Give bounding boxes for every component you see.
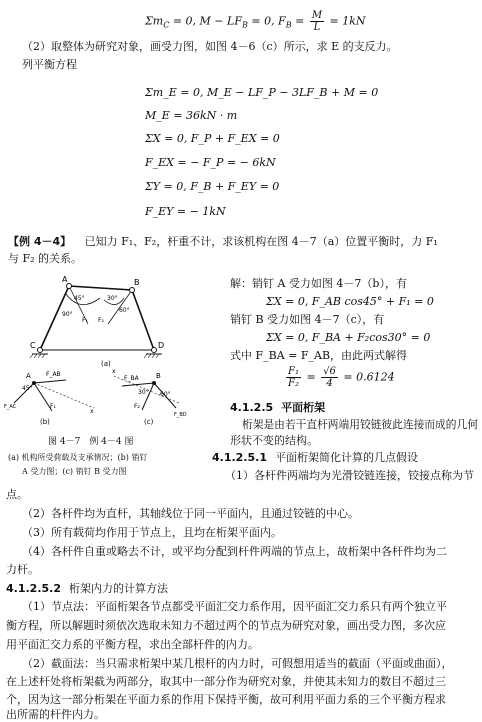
figure-a-label: (a) bbox=[101, 360, 111, 368]
section-4125-text-1: 桁架是由若干直杆两端用铰链彼此连接而成的几何 bbox=[242, 418, 478, 431]
method-2-line: （2）截面法：当只需求桁架中某几根杆的内力时，可假想用适当的截面（平面或曲面）， bbox=[22, 657, 453, 670]
solution-line-5: 式中 F_BA = F_AB，由此两式解得 bbox=[230, 349, 408, 362]
figure-a-mechanism bbox=[30, 275, 164, 368]
solution-eq-1: ΣX = 0, F_AB cos45° + F₁ = 0 bbox=[266, 295, 434, 308]
section-4125-text-2: 形状不变的结构。 bbox=[230, 434, 318, 447]
fraction-m-over-l: $\frac{M}{L}$ bbox=[311, 10, 323, 33]
solution-line-1: 解：销钉 A 受力如图 4－7（b），有 bbox=[230, 277, 407, 290]
point-b-label: B bbox=[134, 278, 140, 287]
angle-60-label: 60° bbox=[119, 307, 130, 314]
method-2-line: 出所需的杆件内力。 bbox=[6, 708, 105, 721]
equation-line: ΣY = 0, F_B + F_EY = 0 bbox=[145, 180, 280, 193]
method-2-line: 在上述杆处将桁架截为两部分，取其中一部分作为研究对象，并使其未知力的数目不超过三 bbox=[6, 675, 446, 688]
equation-line: ΣX = 0, F_P + F_EX = 0 bbox=[145, 132, 280, 145]
axis-x-c-label: x bbox=[112, 368, 116, 375]
figure-caption: 图 4－7 例 4－4 图 bbox=[48, 437, 134, 447]
example-line-1 bbox=[8, 235, 438, 249]
figure-c-pin-b bbox=[112, 368, 187, 426]
method-1-line: 衡方程，所以解题时须依次选取未知力不超过两个的节点为研究对象，画出受力图，多次应 bbox=[6, 619, 446, 632]
equation-line: M_E = 36kN · m bbox=[145, 109, 238, 122]
point-a-label: A bbox=[62, 275, 68, 284]
figure-c-label: (c) bbox=[144, 418, 154, 426]
force-fac-label: F_AC bbox=[4, 404, 17, 410]
point-c-label: C bbox=[30, 341, 36, 350]
figure-4-7 bbox=[4, 268, 219, 428]
angle-60-c-label: 60° bbox=[160, 391, 171, 398]
section-4125-heading: 4.1.2.5 平面桁架 bbox=[230, 401, 326, 414]
force-fbd-label: F_BD bbox=[174, 412, 187, 418]
fraction-sqrt6-4: $\frac{√6}{4}$ bbox=[323, 366, 336, 389]
section-41251-text-1: （1）各杆件两端均为光滑铰链连接，铰接点称为节 bbox=[225, 469, 474, 482]
assumption-item-2: （2）各杆件均为直杆，其轴线位于同一平面内，且通过铰链的中心。 bbox=[22, 507, 359, 520]
angle-45-b-label: 45° bbox=[22, 385, 33, 392]
figure-b-pin-a bbox=[4, 371, 94, 426]
angle-90-label: 90° bbox=[62, 311, 73, 318]
figure-subcaption-1: (a) 机构所受荷载及支承情况；(b) 销钉 bbox=[8, 453, 148, 462]
force-f2-label: F₂ bbox=[98, 317, 104, 324]
method-2-line: 个，因为这一部分桁架在平面力系的作用下保持平衡，故可利用平面力系的三个平衡方程求 bbox=[6, 693, 446, 706]
solution-line-3: 销钉 B 受力如图 4－7（c），有 bbox=[230, 313, 385, 326]
angle-30-c-label: 30° bbox=[138, 389, 149, 396]
force-fba-label: F_BA bbox=[124, 375, 139, 382]
angle-45-label: 45° bbox=[74, 295, 85, 302]
example-text: 已知力 F₁、F₂，杆重不计，求该机构在图 4－7（a）位置平衡时，力 F₁ bbox=[84, 235, 438, 248]
solution-eq-2: ΣX = 0, F_BA + F₂cos30° = 0 bbox=[266, 331, 431, 344]
paragraph-2: （2）取整体为研究对象，画受力图，如图 4－6（c）所示，求 E 的支反力。 bbox=[22, 40, 398, 53]
equation-line: F_EX = − F_P = − 6kN bbox=[145, 156, 276, 169]
assumption-item-4-cont: 力杆。 bbox=[6, 563, 39, 576]
list-equations-title: 列平衡方程 bbox=[22, 58, 77, 71]
point-d-label: D bbox=[158, 341, 165, 350]
pin-a-label: A bbox=[26, 372, 31, 380]
section-41251-text-2: 点。 bbox=[6, 488, 28, 501]
section-41251-heading: 4.1.2.5.1 平面桁架简化计算的几点假设 bbox=[212, 451, 418, 464]
force-fab-label: F_AB bbox=[46, 371, 61, 378]
force-f2-c-label: F₂ bbox=[134, 403, 140, 410]
fraction-f1-f2: $\frac{\text{F₁}}{\text{F₂}}$ bbox=[288, 366, 299, 389]
example-tag: 【例 4－4】 bbox=[8, 235, 72, 248]
solution-result: $\frac{\text{F₁}}{\text{F₂}}$ = $\frac{√6}{4}$ = 0.6124 bbox=[288, 366, 395, 389]
figure-b-label: (b) bbox=[40, 418, 50, 426]
assumption-item-4: （4）各杆件自重或略去不计，或平均分配到杆件两端的节点上，故桁架中各杆件均为二 bbox=[22, 545, 447, 558]
method-1-line: （1）节点法：平面桁架各节点都受平面汇交力系作用，因平面汇交力系只有两个独立平 bbox=[22, 600, 447, 613]
pin-b-label: B bbox=[156, 372, 161, 380]
equation-line: Σm_E = 0, M_E − LF_P − 3LF_B + M = 0 bbox=[145, 86, 379, 99]
example-line-2: 与 F₂ 的关系。 bbox=[8, 252, 83, 265]
angle-30-label: 30° bbox=[107, 295, 118, 302]
force-f1-b-label: F₁ bbox=[50, 403, 56, 410]
section-41252-heading: 4.1.2.5.2 桁架内力的计算方法 bbox=[6, 582, 168, 595]
assumption-item-3: （3）所有载荷均作用于节点上，且均在桁架平面内。 bbox=[22, 526, 282, 539]
figure-subcaption-2: A 受力图；(c) 销钉 B 受力图 bbox=[22, 467, 127, 476]
force-f1-label: F₁ bbox=[82, 317, 88, 324]
equation-line: F_EY = − 1kN bbox=[145, 205, 226, 218]
method-1-line: 用平面汇交力系的平衡方程，求出全部杆件的内力。 bbox=[6, 638, 259, 651]
equation-sum-mc: $\Sigma m_C = 0$, $M - LF_B = 0$, $F_B$ = $\frac{M}{L}$ = 1kN bbox=[145, 10, 366, 33]
axis-x-b-label: x bbox=[90, 408, 94, 415]
